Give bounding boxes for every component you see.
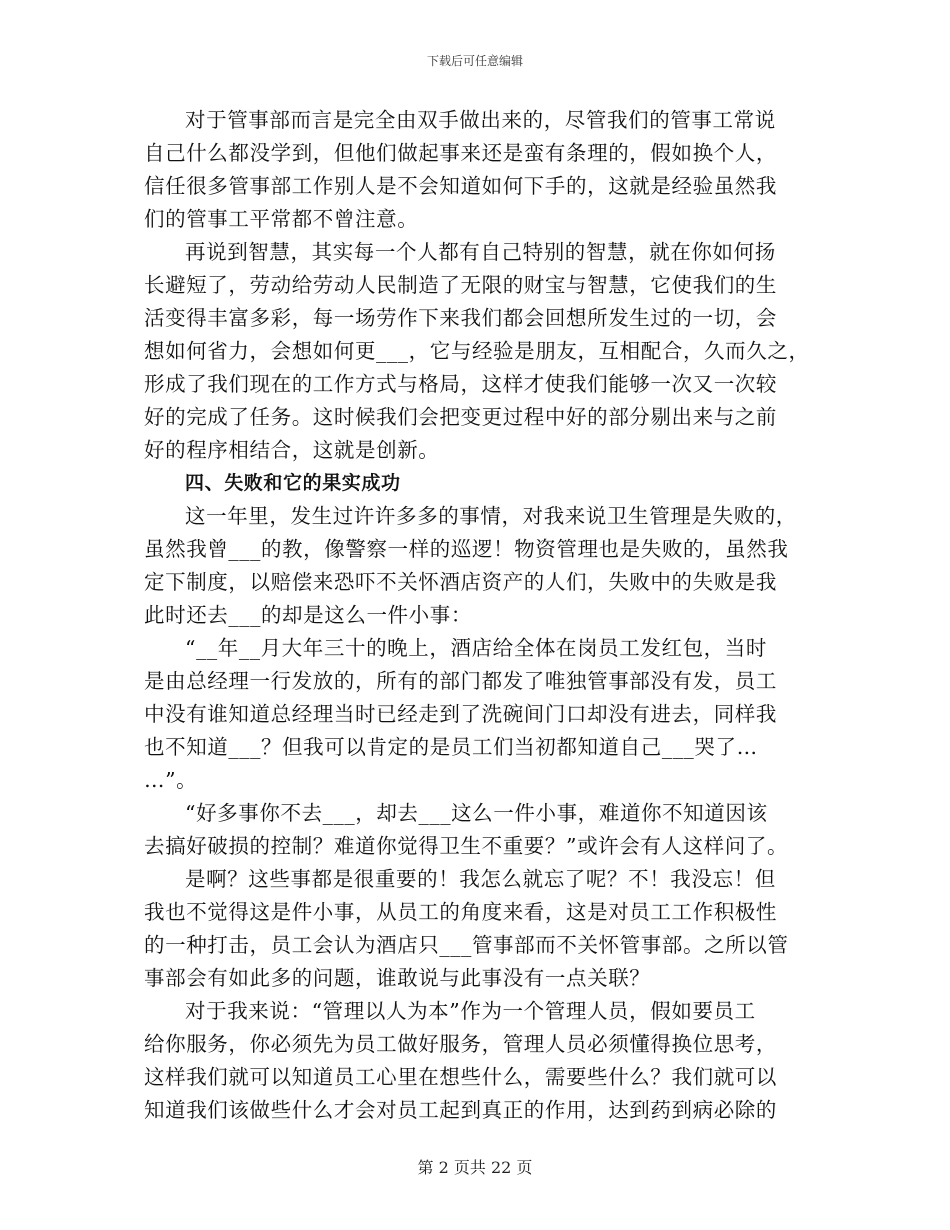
text-line: 也不知道___？但我可以肯定的是员工们当初都知道自己___哭了… — [144, 735, 758, 759]
text-line: …”。 — [144, 768, 198, 792]
text-line: “__年__月大年三十的晚上，酒店给全体在岗员工发红包，当时 — [185, 636, 767, 660]
text-line: 好的程序相结合，这就是创新。 — [144, 438, 440, 462]
text-line: 去搞好破损的控制？难道你觉得卫生不重要？”或许会有人这样问了。 — [144, 834, 789, 858]
text-line: 信任很多管事部工作别人是不会知道如何下手的，这就是经验虽然我 — [144, 174, 777, 198]
text-line: 们的管事工平常都不曾注意。 — [144, 207, 419, 231]
text-line: 形成了我们现在的工作方式与格局，这样才使我们能够一次又一次较 — [144, 372, 777, 396]
text-line: 是由总经理一行发放的，所有的部门都发了唯独管事部没有发，员工 — [144, 669, 777, 693]
text-line: 活变得丰富多彩，每一场劳作下来我们都会回想所发生过的一切，会 — [144, 306, 777, 330]
page-footer: 第 2 页共 22 页 — [417, 1158, 533, 1177]
text-line: 再说到智慧，其实每一个人都有自己特别的智慧，就在你如何扬 — [185, 240, 776, 264]
page-header: 下载后可任意编辑 — [426, 54, 523, 68]
text-line: 的一种打击，员工会认为酒店只___管事部而不关怀管事部。之所以管 — [144, 933, 789, 957]
text-line: 想如何省力，会想如何更___，它与经验是朋友，互相配合，久而久之， — [144, 339, 810, 363]
text-line: 给你服务，你必须先为员工做好服务，管理人员必须懂得换位思考， — [144, 1032, 777, 1056]
text-line: 事部会有如此多的问题，谁敢说与此事没有一点关联？ — [144, 966, 651, 990]
text-line: 这一年里，发生过许许多多的事情，对我来说卫生管理是失败的， — [185, 504, 797, 528]
text-line: 定下制度，以赔偿来恐吓不关怀酒店资产的人们，失败中的失败是我 — [144, 570, 777, 594]
text-line: 对于管事部而言是完全由双手做出来的，尽管我们的管事工常说 — [185, 108, 776, 132]
text-line: “好多事你不去___，却去___这么一件小事，难道你不知道因该 — [185, 801, 768, 825]
text-line: 长避短了，劳动给劳动人民制造了无限的财宝与智慧，它使我们的生 — [144, 273, 777, 297]
text-line: 好的完成了任务。这时候我们会把变更过程中好的部分剔出来与之前 — [144, 405, 777, 429]
text-line: 是啊？这些事都是很重要的！我怎么就忘了呢？不！我没忘！但 — [185, 867, 776, 891]
text-line: 此时还去___的却是这么一件小事： — [144, 603, 472, 627]
text-line: 这样我们就可以知道员工心里在想些什么，需要些什么？我们就可以 — [144, 1065, 777, 1089]
document-body — [144, 104, 814, 1127]
text-line: 我也不觉得这是件小事，从员工的角度来看，这是对员工工作积极性 — [144, 900, 777, 924]
text-line: 中没有谁知道总经理当时已经走到了洗碗间门口却没有进去，同样我 — [144, 702, 777, 726]
text-line: 自己什么都没学到，但他们做起事来还是蛮有条理的，假如换个人， — [144, 141, 777, 165]
text-line: 虽然我曾___的教，像警察一样的巡逻！物资管理也是失败的，虽然我 — [144, 537, 789, 561]
text-line: 对于我来说：“管理以人为本”作为一个管理人员，假如要员工 — [185, 999, 756, 1023]
text-line: 知道我们该做些什么才会对员工起到真正的作用，达到药到病必除的 — [144, 1098, 777, 1122]
section-heading: 四、失败和它的果实成功 — [185, 472, 401, 494]
